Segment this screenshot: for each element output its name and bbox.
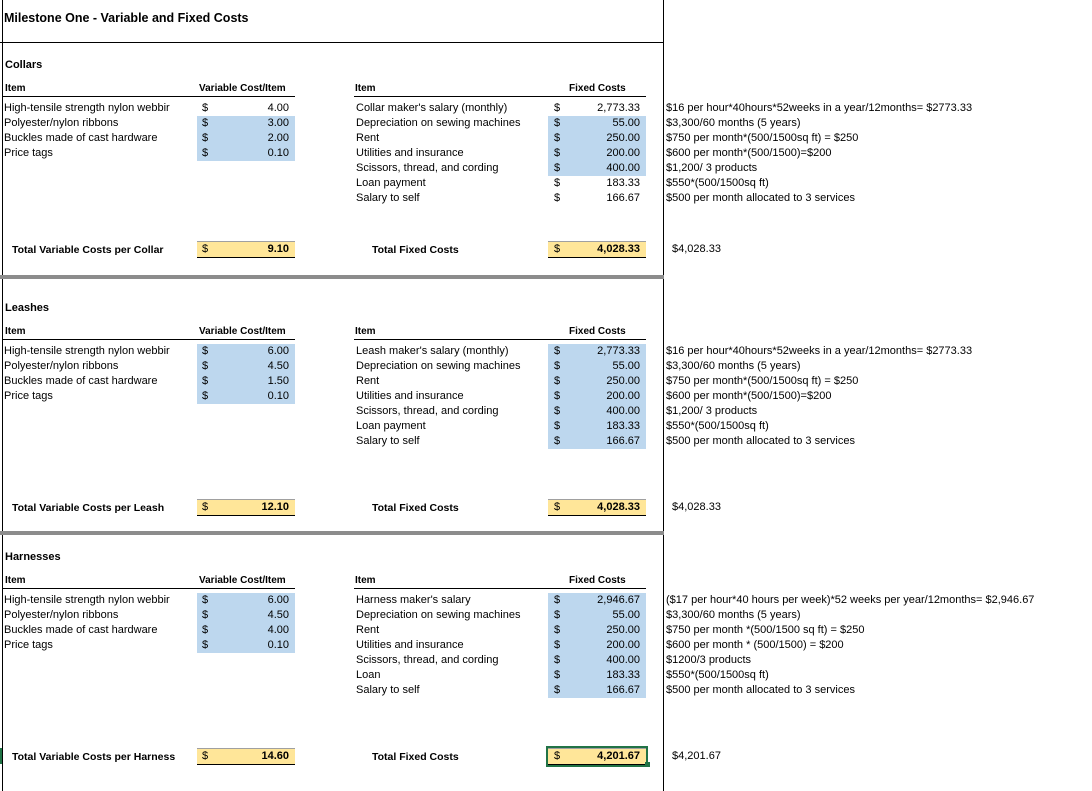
fixed-item-value: 2,773.33: [597, 345, 640, 357]
fixed-item-value: 183.33: [606, 669, 640, 681]
variable-item-cell[interactable]: [197, 146, 295, 161]
variable-item-label[interactable]: Price tags: [4, 390, 53, 402]
fixed-item-label[interactable]: Loan payment: [356, 420, 426, 432]
fixed-item-cell[interactable]: [548, 593, 646, 608]
fixed-item-label[interactable]: Utilities and insurance: [356, 639, 464, 651]
header-item: Item: [355, 83, 376, 94]
variable-item-label[interactable]: Price tags: [4, 147, 53, 159]
currency-symbol: $: [554, 360, 561, 372]
fixed-item-note[interactable]: $16 per hour*40hours*52weeks in a year/12months= $2773.33: [666, 102, 973, 114]
currency-symbol: $: [554, 132, 561, 144]
header-variable-cost: Variable Cost/Item: [199, 83, 286, 94]
fixed-item-value: 400.00: [606, 405, 640, 417]
variable-item-cell[interactable]: [197, 374, 295, 389]
header-underline: [3, 588, 295, 589]
fixed-item-label[interactable]: Loan payment: [356, 177, 426, 189]
total-fixed-note: $4,201.67: [672, 750, 721, 762]
section-title: Harnesses: [5, 551, 61, 563]
variable-item-value: 6.00: [267, 594, 289, 606]
variable-item-value: 2.00: [267, 132, 289, 144]
total-variable-label: Total Variable Costs per Harness: [12, 751, 176, 763]
variable-item-label[interactable]: Polyester/nylon ribbons: [4, 609, 119, 621]
total-variable-value: 12.10: [261, 501, 289, 513]
fixed-item-note[interactable]: $3,300/60 months (5 years): [666, 360, 801, 372]
variable-item-value: 0.10: [267, 639, 289, 651]
total-fixed-cell[interactable]: [548, 748, 646, 765]
fixed-item-cell[interactable]: [548, 131, 646, 146]
currency-symbol: $: [554, 669, 561, 681]
fixed-item-value: 250.00: [606, 132, 640, 144]
fixed-item-label[interactable]: Scissors, thread, and cording: [356, 162, 499, 174]
currency-symbol: $: [554, 117, 561, 129]
currency-symbol: $: [202, 594, 209, 606]
currency-symbol: $: [554, 162, 561, 174]
fixed-item-value: 166.67: [606, 435, 640, 447]
fixed-item-note[interactable]: ($17 per hour*40 hours per week)*52 weeks per year/12months= $2,946.67: [666, 594, 1035, 606]
fixed-item-note[interactable]: $600 per month * (500/1500) = $200: [666, 639, 844, 651]
section-separator: [0, 275, 664, 279]
currency-symbol: $: [202, 102, 209, 114]
header-underline: [354, 96, 646, 97]
variable-item-label[interactable]: High-tensile strength nylon webbir: [4, 345, 170, 357]
fixed-item-note[interactable]: $3,300/60 months (5 years): [666, 609, 801, 621]
fixed-item-label[interactable]: Rent: [356, 624, 380, 636]
variable-item-value: 4.50: [267, 609, 289, 621]
currency-symbol: $: [202, 147, 209, 159]
fixed-item-cell[interactable]: [548, 638, 646, 653]
header-fixed-costs: Fixed Costs: [569, 326, 626, 337]
variable-item-cell[interactable]: [197, 359, 295, 374]
variable-item-cell[interactable]: [197, 101, 295, 116]
variable-item-value: 6.00: [267, 345, 289, 357]
currency-symbol: $: [202, 639, 209, 651]
variable-item-value: 4.00: [267, 624, 289, 636]
fixed-item-label[interactable]: Scissors, thread, and cording: [356, 654, 499, 666]
currency-symbol: $: [554, 102, 561, 114]
fixed-item-note[interactable]: $1200/3 products: [666, 654, 752, 666]
fixed-item-cell[interactable]: [548, 101, 646, 116]
fixed-item-note[interactable]: $750 per month *(500/1500 sq ft) = $250: [666, 624, 865, 636]
currency-symbol: $: [202, 624, 209, 636]
fixed-item-value: 55.00: [612, 609, 640, 621]
fixed-item-value: 200.00: [606, 390, 640, 402]
variable-item-cell[interactable]: [197, 389, 295, 404]
fixed-item-label[interactable]: Salary to self: [356, 192, 420, 204]
total-variable-cell[interactable]: [197, 748, 295, 765]
fixed-item-label[interactable]: Depreciation on sewing machines: [356, 360, 521, 372]
fixed-item-cell[interactable]: [548, 146, 646, 161]
fixed-item-label[interactable]: Scissors, thread, and cording: [356, 405, 499, 417]
fixed-item-label[interactable]: Rent: [356, 375, 380, 387]
fixed-item-note[interactable]: $550*(500/1500sq ft): [666, 177, 769, 189]
currency-symbol: $: [202, 360, 209, 372]
variable-item-label[interactable]: Polyester/nylon ribbons: [4, 360, 119, 372]
fixed-item-cell[interactable]: [548, 389, 646, 404]
fixed-item-cell[interactable]: [548, 419, 646, 434]
variable-item-label[interactable]: Buckles made of cast hardware: [4, 132, 158, 144]
fixed-item-value: 400.00: [606, 162, 640, 174]
fixed-item-label[interactable]: Leash maker's salary (monthly): [356, 345, 509, 357]
total-variable-label: Total Variable Costs per Collar: [12, 244, 164, 256]
variable-item-label[interactable]: Buckles made of cast hardware: [4, 624, 158, 636]
currency-symbol: $: [554, 639, 561, 651]
page-title: Milestone One - Variable and Fixed Costs: [4, 11, 249, 25]
total-fixed-label: Total Fixed Costs: [372, 502, 459, 514]
variable-item-label[interactable]: Price tags: [4, 639, 53, 651]
variable-item-cell[interactable]: [197, 638, 295, 653]
variable-item-value: 3.00: [267, 117, 289, 129]
total-variable-value: 9.10: [267, 243, 289, 255]
variable-item-label[interactable]: Polyester/nylon ribbons: [4, 117, 119, 129]
currency-symbol: $: [554, 390, 561, 402]
fixed-item-value: 2,946.67: [597, 594, 640, 606]
total-fixed-label: Total Fixed Costs: [372, 244, 459, 256]
fixed-item-cell[interactable]: [548, 608, 646, 623]
fixed-item-note[interactable]: $3,300/60 months (5 years): [666, 117, 801, 129]
fixed-item-value: 166.67: [606, 684, 640, 696]
fixed-item-cell[interactable]: [548, 176, 646, 191]
currency-symbol: $: [554, 345, 561, 357]
fixed-item-note[interactable]: $600 per month*(500/1500)=$200: [666, 147, 832, 159]
total-fixed-label: Total Fixed Costs: [372, 751, 459, 763]
fixed-item-label[interactable]: Depreciation on sewing machines: [356, 609, 521, 621]
variable-item-cell[interactable]: [197, 131, 295, 146]
currency-symbol: $: [554, 420, 561, 432]
variable-item-cell[interactable]: [197, 608, 295, 623]
section-separator: [0, 531, 664, 535]
total-fixed-value: 4,028.33: [597, 501, 640, 513]
fixed-item-cell[interactable]: [548, 359, 646, 374]
fixed-item-cell[interactable]: [548, 623, 646, 638]
currency-symbol: $: [554, 609, 561, 621]
fixed-item-value: 250.00: [606, 624, 640, 636]
total-fixed-note: $4,028.33: [672, 243, 721, 255]
fixed-item-value: 400.00: [606, 654, 640, 666]
header-item: Item: [355, 326, 376, 337]
fixed-item-value: 200.00: [606, 147, 640, 159]
currency-symbol: $: [554, 684, 561, 696]
sheet-left-border: [2, 0, 3, 791]
fixed-item-label[interactable]: Harness maker's salary: [356, 594, 471, 606]
variable-item-cell[interactable]: [197, 116, 295, 131]
fixed-item-label[interactable]: Salary to self: [356, 435, 420, 447]
fixed-item-label[interactable]: Loan: [356, 669, 381, 681]
currency-symbol: $: [554, 654, 561, 666]
fixed-item-cell[interactable]: [548, 374, 646, 389]
fixed-item-value: 166.67: [606, 192, 640, 204]
fixed-item-note[interactable]: $16 per hour*40hours*52weeks in a year/12months= $2773.33: [666, 345, 973, 357]
header-underline: [354, 588, 646, 589]
header-underline: [354, 339, 646, 340]
currency-symbol: $: [554, 375, 561, 387]
currency-symbol: $: [554, 147, 561, 159]
fixed-item-note[interactable]: $1,200/ 3 products: [666, 405, 758, 417]
section-title: Leashes: [5, 302, 50, 314]
currency-symbol: $: [202, 609, 209, 621]
variable-item-label[interactable]: Buckles made of cast hardware: [4, 375, 158, 387]
currency-symbol: $: [554, 177, 561, 189]
header-underline: [3, 96, 295, 97]
fixed-item-cell[interactable]: [548, 653, 646, 668]
fixed-item-label[interactable]: Utilities and insurance: [356, 390, 464, 402]
fixed-item-note[interactable]: $750 per month*(500/1500sq ft) = $250: [666, 375, 859, 387]
currency-symbol: $: [554, 435, 561, 447]
currency-symbol: $: [554, 501, 561, 513]
currency-symbol: $: [202, 243, 209, 255]
currency-symbol: $: [554, 594, 561, 606]
fixed-item-note[interactable]: $550*(500/1500sq ft): [666, 420, 769, 432]
fixed-item-cell[interactable]: [548, 344, 646, 359]
fixed-item-label[interactable]: Rent: [356, 132, 380, 144]
fixed-item-value: 183.33: [606, 420, 640, 432]
variable-item-value: 0.10: [267, 147, 289, 159]
variable-item-cell[interactable]: [197, 623, 295, 638]
header-fixed-costs: Fixed Costs: [569, 575, 626, 586]
fixed-item-note[interactable]: $500 per month allocated to 3 services: [666, 435, 855, 447]
fixed-item-value: 55.00: [612, 360, 640, 372]
total-fixed-cell[interactable]: [548, 241, 646, 258]
fixed-item-value: 2,773.33: [597, 102, 640, 114]
fixed-item-cell[interactable]: [548, 683, 646, 698]
currency-symbol: $: [202, 501, 209, 513]
fixed-item-label[interactable]: Depreciation on sewing machines: [356, 117, 521, 129]
total-fixed-note: $4,028.33: [672, 501, 721, 513]
header-underline: [3, 339, 295, 340]
header-item: Item: [355, 575, 376, 586]
variable-item-value: 1.50: [267, 375, 289, 387]
variable-item-label[interactable]: High-tensile strength nylon webbir: [4, 102, 170, 114]
total-variable-label: Total Variable Costs per Leash: [12, 502, 165, 514]
fixed-item-cell[interactable]: [548, 191, 646, 206]
currency-symbol: $: [202, 132, 209, 144]
fixed-item-value: 200.00: [606, 639, 640, 651]
variable-item-cell[interactable]: [197, 344, 295, 359]
header-item: Item: [5, 83, 26, 94]
total-fixed-value: 4,028.33: [597, 243, 640, 255]
currency-symbol: $: [202, 375, 209, 387]
fixed-item-note[interactable]: $1,200/ 3 products: [666, 162, 758, 174]
fixed-item-cell[interactable]: [548, 116, 646, 131]
header-variable-cost: Variable Cost/Item: [199, 575, 286, 586]
currency-symbol: $: [202, 117, 209, 129]
fixed-item-note[interactable]: $500 per month allocated to 3 services: [666, 684, 855, 696]
currency-symbol: $: [554, 750, 561, 762]
header-variable-cost: Variable Cost/Item: [199, 326, 286, 337]
fixed-item-value: 183.33: [606, 177, 640, 189]
currency-symbol: $: [554, 624, 561, 636]
fixed-item-cell[interactable]: [548, 404, 646, 419]
fixed-item-note[interactable]: $600 per month*(500/1500)=$200: [666, 390, 832, 402]
variable-item-cell[interactable]: [197, 593, 295, 608]
currency-symbol: $: [202, 750, 209, 762]
fixed-item-label[interactable]: Utilities and insurance: [356, 147, 464, 159]
total-variable-value: 14.60: [261, 750, 289, 762]
fixed-item-value: 250.00: [606, 375, 640, 387]
fixed-item-label[interactable]: Salary to self: [356, 684, 420, 696]
fixed-item-cell[interactable]: [548, 434, 646, 449]
header-item: Item: [5, 326, 26, 337]
currency-symbol: $: [202, 390, 209, 402]
selection-fill-handle[interactable]: [645, 762, 650, 767]
title-divider: [0, 42, 664, 43]
variable-item-label[interactable]: High-tensile strength nylon webbir: [4, 594, 170, 606]
row-selection-indicator: [0, 748, 2, 764]
fixed-item-note[interactable]: $500 per month allocated to 3 services: [666, 192, 855, 204]
currency-symbol: $: [554, 405, 561, 417]
header-item: Item: [5, 575, 26, 586]
total-fixed-value: 4,201.67: [597, 750, 640, 762]
header-fixed-costs: Fixed Costs: [569, 83, 626, 94]
fixed-item-note[interactable]: $550*(500/1500sq ft): [666, 669, 769, 681]
currency-symbol: $: [554, 192, 561, 204]
total-variable-cell[interactable]: [197, 241, 295, 258]
currency-symbol: $: [554, 243, 561, 255]
fixed-item-label[interactable]: Collar maker's salary (monthly): [356, 102, 508, 114]
fixed-item-note[interactable]: $750 per month*(500/1500sq ft) = $250: [666, 132, 859, 144]
total-fixed-cell[interactable]: [548, 499, 646, 516]
fixed-item-cell[interactable]: [548, 161, 646, 176]
variable-item-value: 0.10: [267, 390, 289, 402]
total-variable-cell[interactable]: [197, 499, 295, 516]
fixed-item-cell[interactable]: [548, 668, 646, 683]
variable-item-value: 4.00: [267, 102, 289, 114]
variable-item-value: 4.50: [267, 360, 289, 372]
currency-symbol: $: [202, 345, 209, 357]
section-title: Collars: [5, 59, 43, 71]
fixed-item-value: 55.00: [612, 117, 640, 129]
